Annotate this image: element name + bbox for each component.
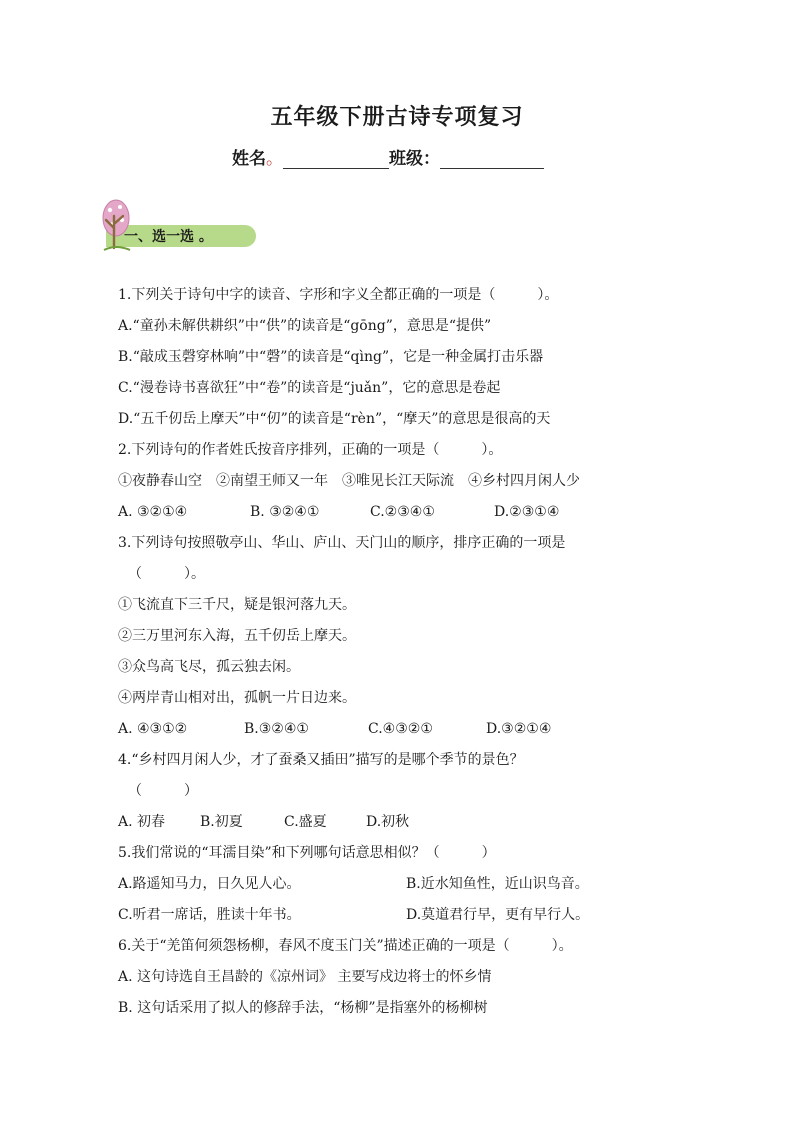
- q3-option-c: C.④③②①: [368, 721, 433, 737]
- q2-options: [118, 497, 688, 528]
- q1-option-a: A.“童孙未解供耕织”中“供”的读音是“gōng”，意思是“提供”: [118, 318, 492, 334]
- q2-stem: 2.下列诗句的作者姓氏按音序排列，正确的一项是（ ）。: [118, 442, 503, 458]
- q6-stem: 6.关于“羌笛何须怨杨柳，春风不度玉门关”描述正确的一项是（ ）。: [118, 938, 573, 954]
- section-label: 一、选一选 。: [124, 229, 213, 245]
- class-label: 班级：: [389, 149, 440, 169]
- q1-option-c: C.“漫卷诗书喜欲狂”中“卷”的读音是“juǎn”，它的意思是卷起: [118, 380, 501, 396]
- q1-option-b: B.“敲成玉磬穿林响”中“磬”的读音是“qìng”，它是一种金属打击乐器: [118, 349, 544, 365]
- q3-item-1: ①飞流直下三千尺，疑是银河落九天。: [118, 597, 356, 613]
- q5-option-d: D.莫道君行早，更有早行人。: [406, 907, 590, 923]
- q3-stem-cont: （ ）。: [128, 566, 205, 582]
- q3-option-a: A. ④③①②: [118, 721, 188, 737]
- q2-option-d: D.②③①④: [494, 504, 560, 520]
- q4-option-b: B.初夏: [200, 814, 243, 830]
- q5-options-row1: [118, 869, 688, 900]
- q4-option-a: A. 初春: [118, 814, 166, 830]
- q3-option-d: D.③②①④: [486, 721, 552, 737]
- name-class-row: [232, 144, 544, 169]
- q1-option-d: D.“五千仞岳上摩天”中“仞”的读音是“rèn”，“摩天”的意思是很高的天: [118, 411, 551, 427]
- q4-options: [118, 807, 688, 838]
- q3-options: [118, 714, 688, 745]
- name-blank[interactable]: [283, 148, 389, 169]
- q2-option-c: C.②③④①: [370, 504, 435, 520]
- section-header: [92, 198, 272, 254]
- q4-option-d: D.初秋: [366, 814, 410, 830]
- q5-stem: 5.我们常说的“耳濡目染”和下列哪句话意思相似？（ ）: [118, 845, 496, 861]
- q5-option-c: C.听君一席话，胜读十年书。: [118, 907, 301, 923]
- q3-item-4: ④两岸青山相对出，孤帆一片日边来。: [118, 690, 356, 706]
- q4-stem-cont: （ ）: [128, 783, 198, 799]
- q4-option-c: C.盛夏: [284, 814, 327, 830]
- q2-items: ①夜静春山空 ②南望王师又一年 ③唯见长江天际流 ④乡村四月闲人少: [118, 473, 580, 489]
- q6-option-a: A. 这句诗选自王昌龄的《凉州词》 主要写戍边将士的怀乡情: [118, 969, 492, 985]
- q6-option-b: B. 这句话采用了拟人的修辞手法，“杨柳”是指塞外的杨柳树: [118, 1000, 488, 1016]
- q1-stem: 1.下列关于诗句中字的读音、字形和字义全都正确的一项是（ ）。: [118, 287, 559, 303]
- class-blank[interactable]: [440, 148, 544, 169]
- question-list: [118, 280, 688, 1024]
- q2-option-b: B. ③②④①: [250, 504, 320, 520]
- q3-item-2: ②三万里河东入海，五千仞岳上摩天。: [118, 628, 356, 644]
- q3-item-3: ③众鸟高飞尽，孤云独去闲。: [118, 659, 300, 675]
- q2-option-a: A. ③②①④: [118, 504, 188, 520]
- page-title: 五年级下册古诗专项复习: [270, 104, 524, 130]
- q5-options-row2: [118, 900, 688, 931]
- q5-option-a: A.路遥知马力，日久见人心。: [118, 876, 301, 892]
- q4-stem: 4.“乡村四月闲人少，才了蚕桑又插田”描写的是哪个季节的景色？: [118, 752, 524, 768]
- name-label: 姓名: [232, 149, 266, 169]
- q3-option-b: B.③②④①: [244, 721, 309, 737]
- q3-stem: 3.下列诗句按照敬亭山、华山、庐山、天门山的顺序，排序正确的一项是: [118, 535, 566, 551]
- name-dot: 。: [266, 149, 283, 169]
- q5-option-b: B.近水知鱼性，近山识鸟音。: [406, 876, 589, 892]
